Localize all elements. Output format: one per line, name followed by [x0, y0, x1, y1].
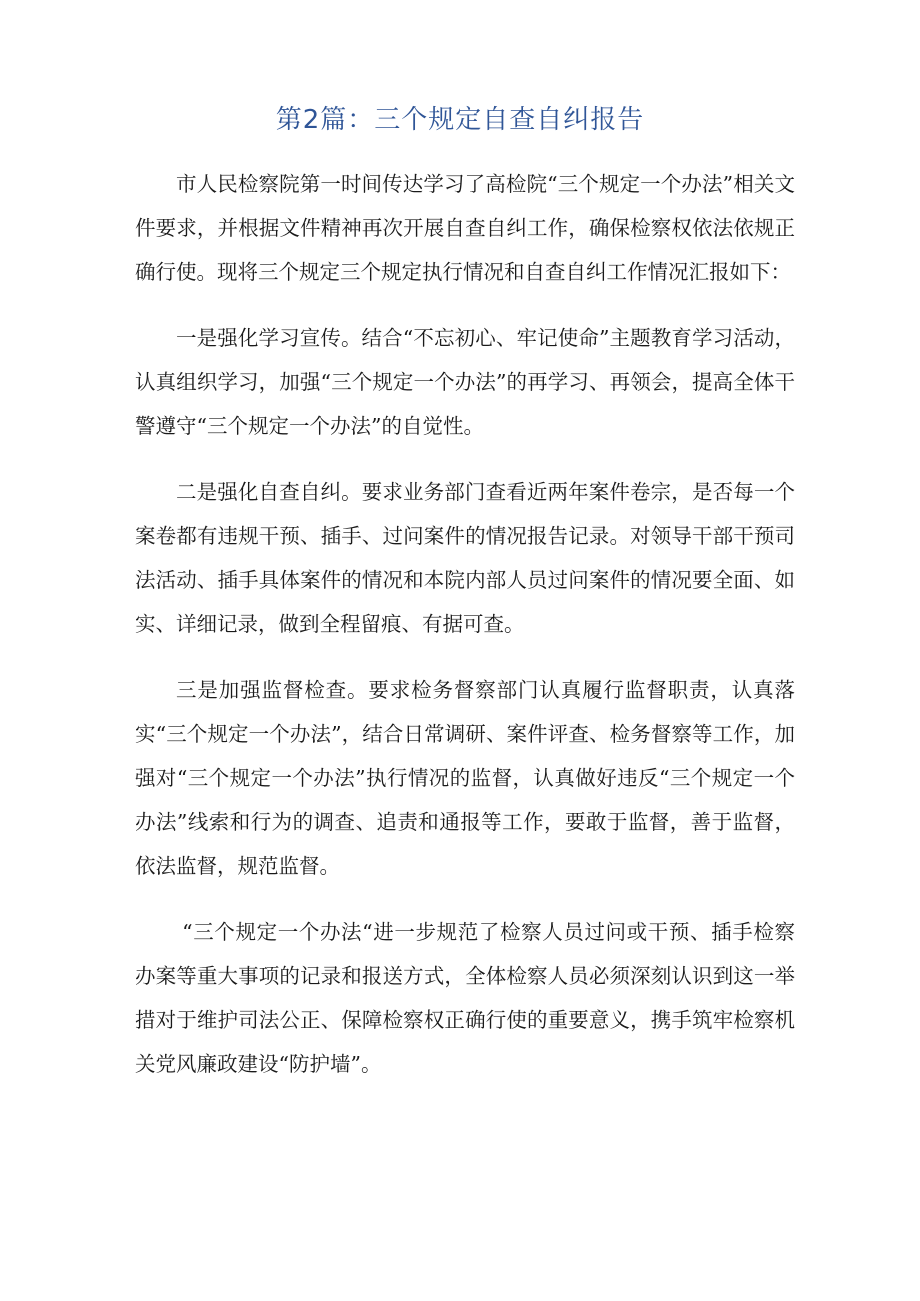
paragraph-self-inspection: 二是强化自查自纠。要求业务部门查看近两年案件卷宗，是否每一个案卷都有违规干预、插手、过问案件的情况报告记录。对领导干部干预司法活动、插手具体案件的情况和本院内部人员过问案件的情况要全面、如实、详细记录，做到全程留痕、有据可查。 — [135, 480, 795, 636]
document-body — [135, 162, 795, 1108]
paragraph-conclusion: “三个规定一个办法“进一步规范了检察人员过问或干预、插手检察办案等重大事项的记录和报送方式，全体检察人员必须深刻认识到这一举措对于维护司法公正、保障检察权正确行使的重要意义，携手筑牢检察机关党风廉政建设“防护墙”。 — [135, 920, 795, 1076]
document-title: 第2篇：三个规定自查自纠报告 — [275, 105, 645, 135]
paragraph-supervision: 三是加强监督检查。要求检务督察部门认真履行监督职责，认真落实“三个规定一个办法”，结合日常调研、案件评查、检务督察等工作，加强对“三个规定一个办法”执行情况的监督，认真做好违反“三个规定一个办法”线索和行为的调查、追责和通报等工作，要敢于监督，善于监督，依法监督，规范监督。 — [135, 678, 795, 878]
paragraph-study-promotion: 一是强化学习宣传。结合“不忘初心、牢记使命”主题教育学习活动，认真组织学习，加强“三个规定一个办法”的再学习、再领会，提高全体干警遵守“三个规定一个办法”的自觉性。 — [135, 326, 795, 438]
paragraph-intro: 市人民检察院第一时间传达学习了高检院“三个规定一个办法”相关文件要求，并根据文件精神再次开展自查自纠工作，确保检察权依法依规正确行使。现将三个规定三个规定执行情况和自查自纠工作情况汇报如下： — [135, 172, 795, 284]
